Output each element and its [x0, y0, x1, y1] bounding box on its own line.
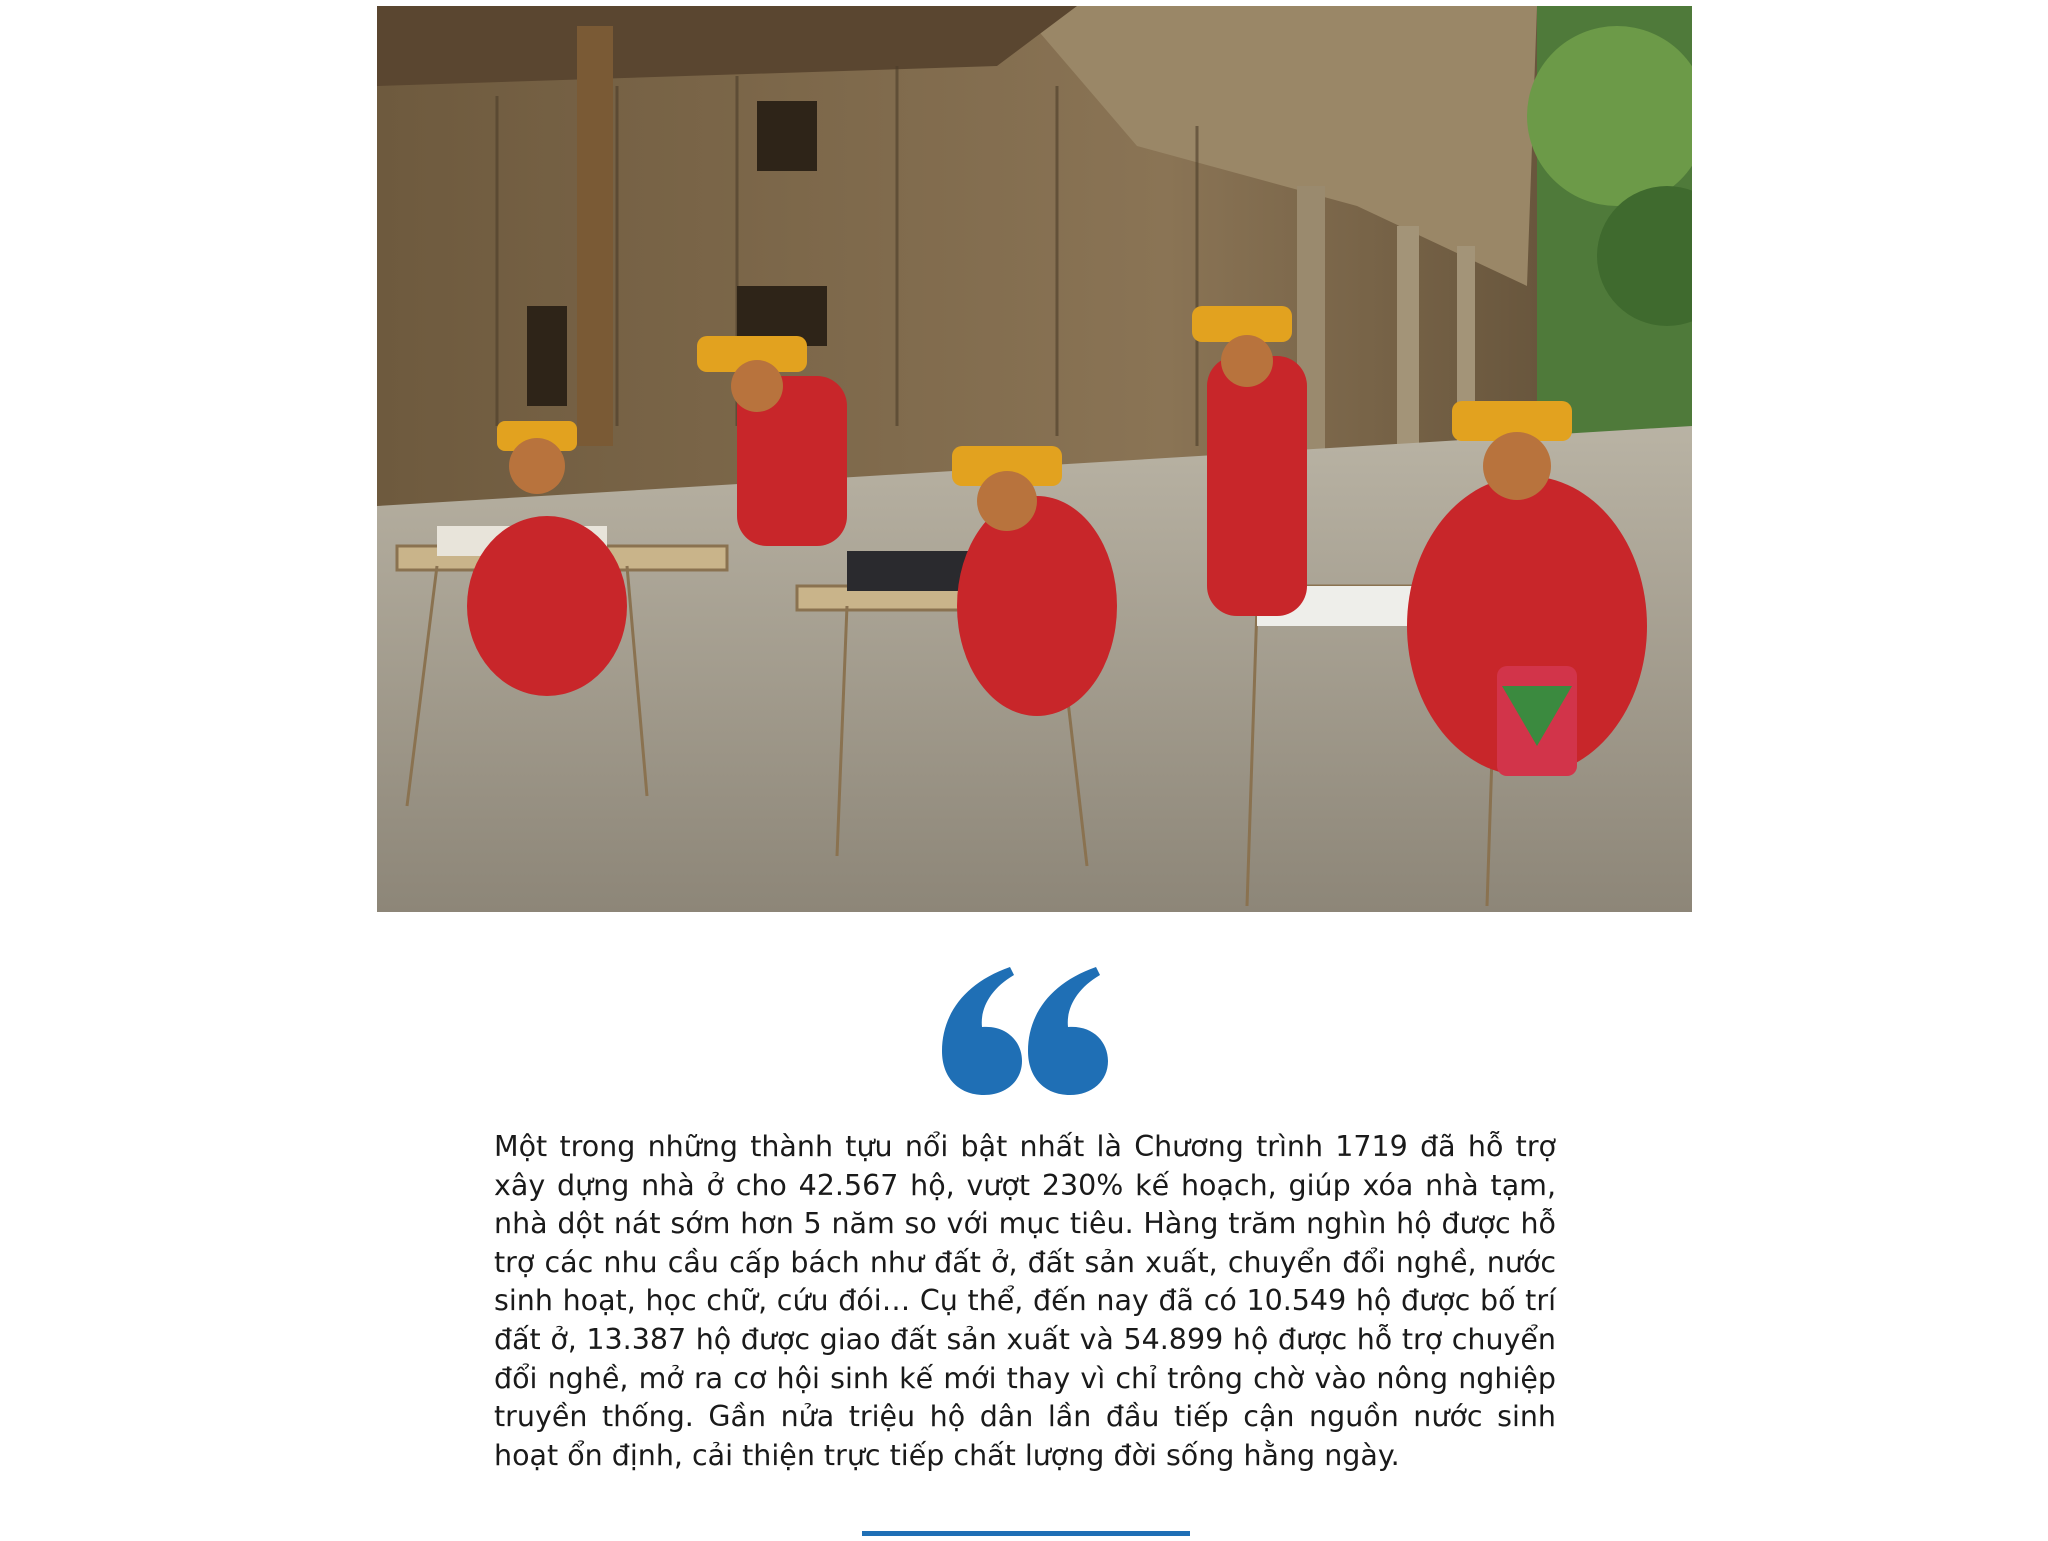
section-divider [862, 1531, 1190, 1536]
open-quote-icon [940, 965, 1110, 1095]
quote-paragraph: Một trong những thành tựu nổi bật nhất là Chương trình 1719 đã hỗ trợ xây dựng nhà ở cho 42.567 hộ, vượt 230% kế hoạch, giúp xóa nhà tạm, nhà dột nát sớm hơn 5 năm so với mục tiêu. Hàng trăm nghìn hộ được hỗ trợ các nhu cầu cấp bách như đất ở, đất sản xuất, chuyển đổi nghề, nước sinh hoạt, học chữ, cứu đói… Cụ thể, đến nay đã có 10.549 hộ được bố trí đất ở, 13.387 hộ được giao đất sản xuất và 54.899 hộ được hỗ trợ chuyển đổi nghề, mở ra cơ hội sinh kế mới thay vì chỉ trông chờ vào nông nghiệp truyền thống. Gần nửa triệu hộ dân lần đầu tiếp cận nguồn nước sinh hoạt ổn định, cải thiện trực tiếp chất lượng đời sống hằng ngày. [494, 1130, 1556, 1472]
weaving-scene-illustration [377, 6, 1692, 912]
article-photo [377, 6, 1692, 912]
